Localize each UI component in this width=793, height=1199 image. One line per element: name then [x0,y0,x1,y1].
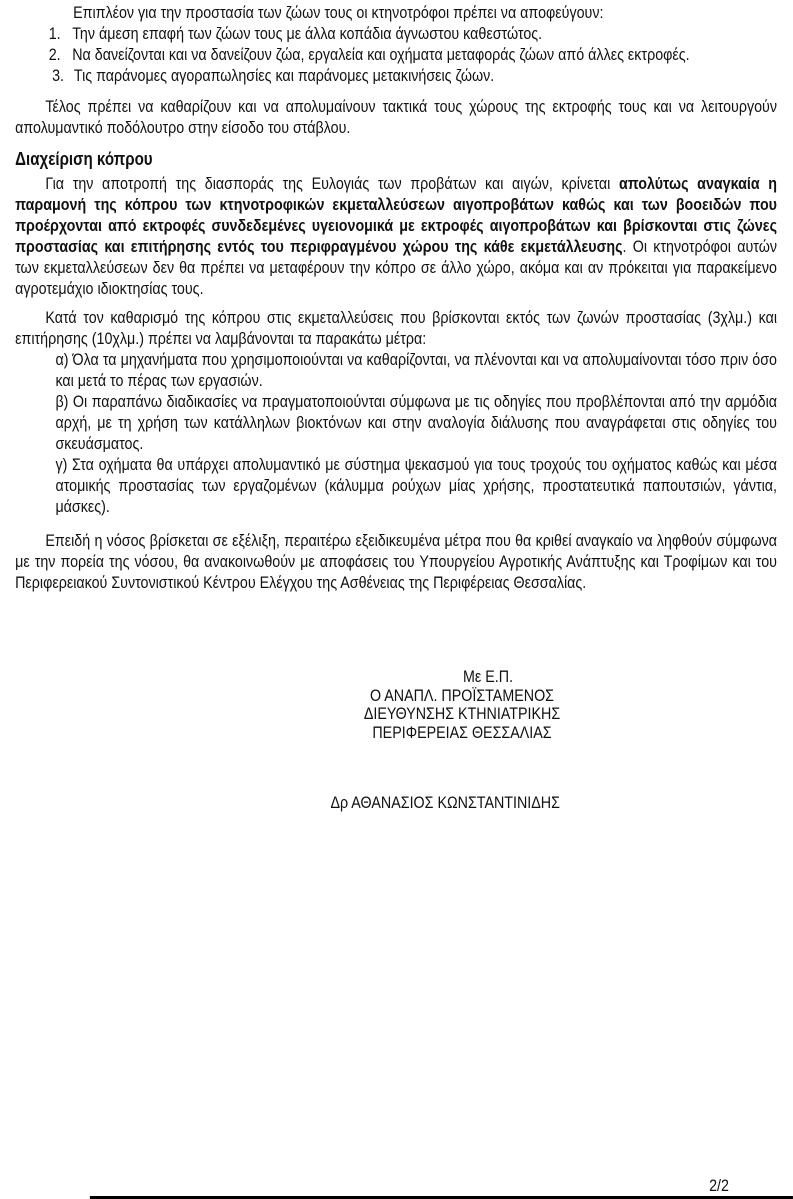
text-run: Να δανείζονται και να δανείζουν ζώα, εργαλεία και οχήματα μεταφοράς ζώων από άλλες εκτροφές. [72,45,690,64]
text-run: Για την αποτροπή της διασποράς της Ευλογιάς των προβάτων και αιγών, κρίνεται [45,174,619,193]
text-run: Επειδή η νόσος βρίσκεται σε εξέλιξη, περαιτέρω εξειδικευμένα μέτρα που θα κριθεί αναγκαίο να ληφθούν σύμφωνα με την πορεία της νόσου, θα ανακοινωθούν με αποφάσεις του Υπουργείου Αγροτικής Ανάπτυξης και Τροφίμων και του Περιφερειακού Συντονιστικού Κέντρου Ελέγχου της Ασθένειας της Περιφέρειας Θεσσαλίας. [15,531,778,592]
text-run: . Οι κτηνοτρόφοι αυτών των εκμεταλλεύσεων δεν θα πρέπει να μεταφέρουν την κόπρο σε άλλο χώρο, ακόμα και αν πρόκειται για παρακείμενο αγροτεμάχιο ιδιοκτησίας τους. [15,237,778,298]
page-number: 2/2 [709,1176,729,1195]
body-paragraph [15,2,777,23]
text-run: Τέλος πρέπει να καθαρίζουν και να απολυμαίνουν τακτικά τους χώρους της εκτροφής τους και να λειτουργούν απολυμαντικό ποδόλουτρο στην είσοδο του στάβλου. [15,97,778,137]
signature-title-line: ΔΙΕΥΘΥΝΣΗΣ ΚΤΗΝΙΑΤΡΙΚΗΣ [363,704,561,724]
text-run: Επιπλέον για την προστασία των ζώων τους οι κτηνοτρόφοι πρέπει να αποφεύγουν: [73,3,604,22]
document-body [15,2,777,593]
body-paragraph [15,307,777,349]
signature-title-line: Ο ΑΝΑΠΛ. ΠΡΟΪΣΤΑΜΕΝΟΣ [369,685,555,705]
text-run: Διαχείριση κόπρου [15,149,153,169]
signature-title-line: ΠΕΡΙΦΕΡΕΙΑΣ ΘΕΣΣΑΛΙΑΣ [372,722,552,742]
text-run: Την άμεση επαφή των ζώων τους με άλλα κοπάδια άγνωστου καθεστώτος. [72,24,543,43]
body-paragraph [15,173,777,299]
lettered-subitem [55,391,777,454]
text-run: α) Όλα τα μηχανήματα που χρησιμοποιούνται να καθαρίζονται, να πλένονται και να απολυμαίνονται τόσο πριν όσο και μετά το πέρας των εργασιών. [55,350,777,390]
lettered-subitem [55,454,777,517]
body-paragraph [15,96,777,138]
text-run: β) Οι παραπάνω διαδικασίες να πραγματοποιούνται σύμφωνα με τις οδηγίες που προβλέπονται από την αρμόδια αρχή, με τη χρήση των κατάλληλων βιοκτόνων και στην αναλογία διάλυσης που αναγράφεται στις οδηγίες του σκευάσματος. [55,392,777,453]
text-run: Τις παράνομες αγοραπωλησίες και παράνομες μετακινήσεις ζώων. [73,66,495,85]
signature-block [364,668,560,742]
section-heading [15,148,777,170]
text-run: Κατά τον καθαρισμό της κόπρου στις εκμεταλλεύσεις που βρίσκονται εκτός των ζωνών προστασίας (3χλμ.) και επιτήρησης (10χλμ.) πρέπει να λαμβάνονται τα παρακάτω μέτρα: [15,308,778,348]
body-paragraph [15,530,777,593]
text-run: γ) Στα οχήματα θα υπάρχει απολυμαντικό με σύστημα ψεκασμού για τους τροχούς του οχήματος καθώς και μέσα ατομικής προστασίας των εργαζομένων (κάλυμμα ρούχων μίας χρήσης, προστατευτικά παπουτσιών, γάντια, μάσκες). [55,455,777,516]
numbered-list-item [15,44,777,65]
signature-closing: Με Ε.Π. [463,667,514,686]
list-number: 3. [52,66,64,85]
bold-text-run: απολύτως αναγκαία η παραμονή της κόπρου των κτηνοτροφικών εκμεταλλεύσεων αιγοπροβάτων καθώς και των βοοειδών που προέρχονται από εκτροφές συνδεδεμένες υγειονομικά με εκτροφές αιγοπροβάτων και βρίσκονται στις ζώνες προστασίας και επιτήρησης εντός του περιφραγμένου χώρου της κάθε εκμετάλλευσης [15,174,778,256]
signer-name: Δρ ΑΘΑΝΑΣΙΟΣ ΚΩΝΣΤΑΝΤΙΝΙΔΗΣ [330,793,560,812]
lettered-subitem [55,349,777,391]
list-number: 2. [48,45,61,64]
numbered-list-item [15,23,777,44]
list-number: 1. [48,24,61,43]
numbered-list-item [15,65,777,86]
